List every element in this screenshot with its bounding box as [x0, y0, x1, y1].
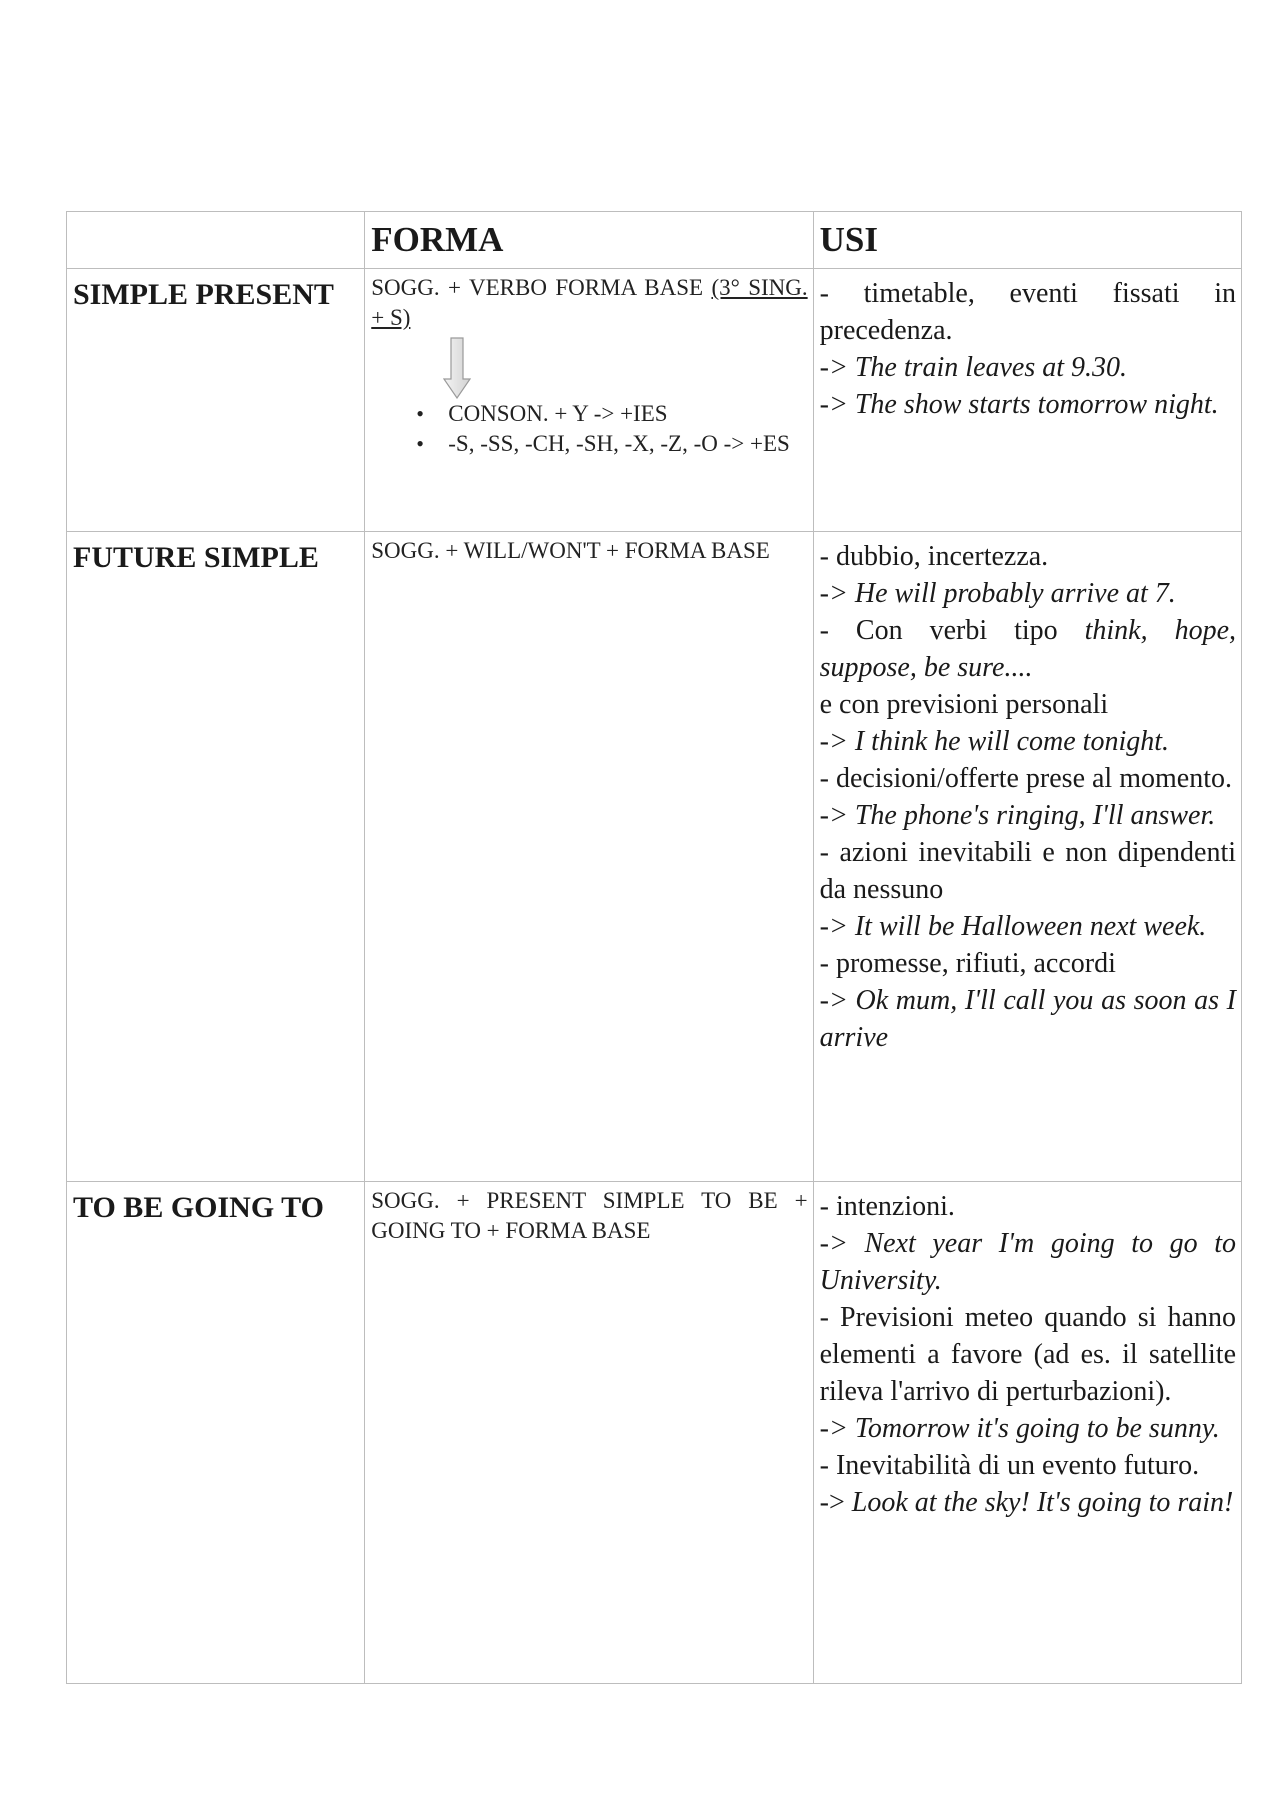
use-example: -> He will probably arrive at 7. [819, 578, 1176, 609]
use-text: - Inevitabilità di un evento futuro. [819, 1450, 1200, 1481]
use-example: -> I think he will come tonight. [819, 726, 1170, 757]
use-text: - azioni inevitabili e non dipendenti da nessuno [819, 837, 1236, 905]
table-row-future-simple [67, 532, 1242, 1182]
grammar-table [66, 211, 1242, 1684]
use-example: -> Tomorrow it's going to be sunny. [819, 1413, 1220, 1444]
form-bullet-list [371, 399, 807, 459]
use-verbs: think, hope, suppose, be sure.... [819, 615, 1237, 683]
bullet-icon: • [416, 431, 424, 456]
form-underlined-text: (3° SING. + S) [371, 275, 808, 330]
form-main-text: SOGG. + WILL/WON'T + FORMA BASE [371, 538, 770, 563]
form-cell [365, 532, 813, 1182]
form-cell [365, 269, 813, 532]
table-row-going-to [67, 1182, 1242, 1684]
tense-name: TO BE GOING TO [67, 1182, 365, 1684]
form-text [371, 273, 807, 333]
use-example: -> Next year I'm going to go to University. [819, 1228, 1236, 1296]
uses-cell [813, 1182, 1241, 1684]
use-text: - promesse, rifiuti, accordi [819, 948, 1116, 979]
bullet-icon: • [416, 401, 424, 426]
uses-cell [813, 269, 1241, 532]
use-text: - dubbio, incertezza. [819, 541, 1049, 572]
uses-cell [813, 532, 1241, 1182]
use-text: - intenzioni. [819, 1191, 955, 1222]
use-text: - timetable, eventi fissati in precedenza. [819, 278, 1236, 346]
use-example: -> The show starts tomorrow night. [819, 389, 1219, 420]
list-item: • CONSON. + Y -> +IES [416, 399, 807, 429]
list-item: • -S, -SS, -CH, -SH, -X, -Z, -O -> +ES [416, 429, 807, 459]
use-example-mixed [820, 1484, 1236, 1521]
use-example: -> Ok mum, I'll call you as soon as I arrive [819, 985, 1236, 1053]
header-uses-cell: USI [813, 212, 1241, 269]
use-example: -> The phone's ringing, I'll answer. [819, 800, 1216, 831]
tense-name: FUTURE SIMPLE [67, 532, 365, 1182]
header-tense-cell [67, 212, 365, 269]
use-text: - Con verbi tipo [819, 615, 1058, 646]
use-text: - decisioni/offerte prese al momento. [819, 763, 1232, 794]
form-main-text: SOGG. + PRESENT SIMPLE TO BE + GOING TO + FORMA BASE [371, 1188, 808, 1243]
use-arrow: -> [819, 1487, 845, 1518]
header-row [67, 212, 1242, 269]
use-example: Look at the sky! It's going to rain! [851, 1487, 1234, 1518]
use-example: -> The train leaves at 9.30. [819, 352, 1128, 383]
table-row-simple-present [67, 269, 1242, 532]
use-text: - Previsioni meteo quando si hanno elementi a favore (ad es. il satellite rileva l'arrivo di perturbazioni). [819, 1302, 1236, 1407]
use-text-mixed [820, 612, 1236, 686]
form-main-text: SOGG. + VERBO FORMA BASE [371, 275, 712, 300]
header-form-cell: FORMA [365, 212, 813, 269]
use-text: e con previsioni personali [819, 689, 1109, 720]
tense-name: SIMPLE PRESENT [67, 269, 365, 532]
use-example: -> It will be Halloween next week. [819, 911, 1207, 942]
down-arrow-icon [443, 337, 471, 399]
form-cell [365, 1182, 813, 1684]
